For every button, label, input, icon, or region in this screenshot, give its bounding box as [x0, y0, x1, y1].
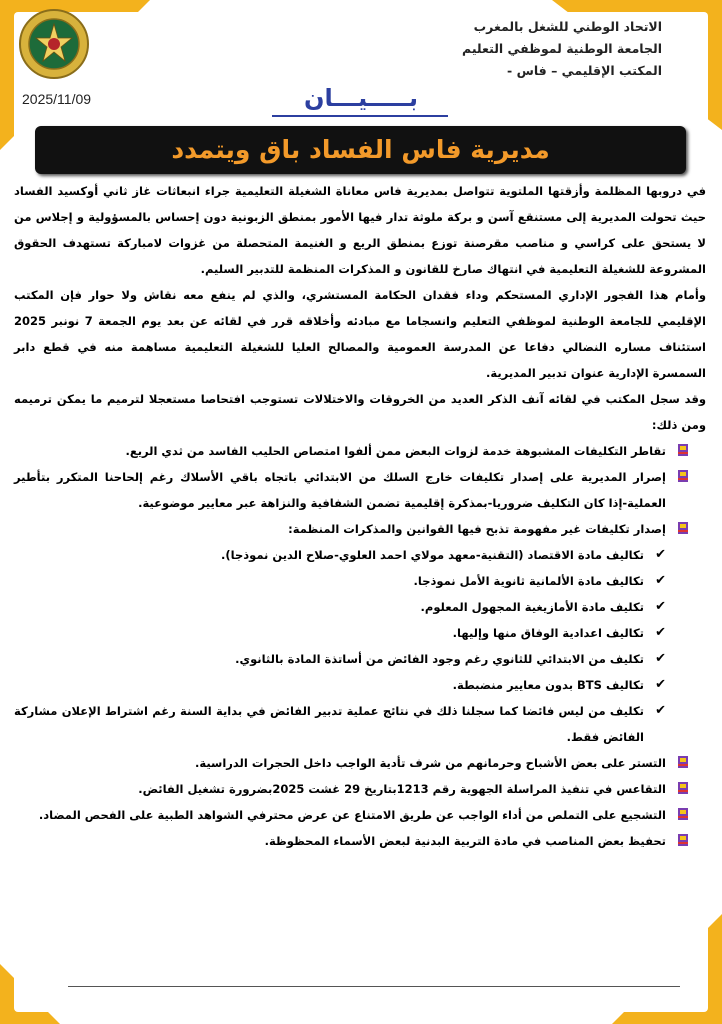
document-title: مديرية فاس الفساد باق ويتمدد	[171, 135, 550, 164]
check-mark-icon: ✔	[655, 625, 666, 640]
violations-list-a	[14, 438, 706, 542]
list-item: التقاعس في تنفيذ المراسلة الجهوية رقم 1213بتاريخ 29 غشت 2025بضرورة تشغيل الفائض.	[14, 776, 706, 802]
bottom-divider	[68, 986, 680, 987]
violations-list-b	[14, 750, 706, 854]
bookmark-bullet-icon	[676, 781, 690, 795]
statement-body	[14, 178, 706, 854]
list-item: إصرار المديرية على إصدار تكليفات خارج السلك من الابتدائي باتجاه باقي الأسلاك رغم إلحاحنا المتكرر بتأطير العملية-إذا كان التكليف ضروريا-بمذكرة إقليمية تضمن الشفافية والنزاهة عبر معايير موضوعية.	[14, 464, 706, 516]
check-mark-icon: ✔	[655, 599, 666, 614]
paragraph-findings: وقد سجل المكتب في لقائه آنف الذكر العديد من الخروقات والاختلالات تستوجب افتحاصا مستعجلا لترميم ما يمكن ترميمه ومن ذلك:	[14, 392, 706, 432]
org-line-federation: الجامعة الوطنية لموظفي التعليم	[462, 41, 662, 56]
bookmark-bullet-icon	[676, 807, 690, 821]
list-item: تحفيظ بعض المناصب في مادة التربية البدنية لبعض الأسماء المحظوظة.	[14, 828, 706, 854]
title-banner	[35, 126, 686, 174]
bookmark-bullet-icon	[676, 469, 690, 483]
document-date: 2025/11/09	[22, 91, 92, 107]
statement-heading-underline	[272, 115, 448, 117]
org-line-union: الاتحاد الوطني للشغل بالمغرب	[473, 19, 662, 34]
list-item: تقاطر التكليفات المشبوهة خدمة لزوات البعض ممن ألفوا امتصاص الحليب الفاسد من ثدي الريع.	[14, 438, 706, 464]
org-line-office: المكتب الإقليمي – فاس -	[507, 63, 662, 78]
check-mark-icon: ✔	[655, 573, 666, 588]
union-emblem-logo	[18, 8, 90, 80]
check-mark-icon: ✔	[655, 677, 666, 692]
irregular-assignments-list	[14, 542, 706, 750]
check-mark-icon: ✔	[655, 547, 666, 562]
list-item: ✔ تكاليف مادة الألمانية ثانوية الأمل نموذجا.	[14, 568, 706, 594]
paragraph-decision: وأمام هذا الفجور الإداري المستحكم وداء فقدان الحكامة المستشري، والذي لم ينفع معه نقاش ولا حوار فإن المكتب الإقليمي للجامعة الوطنية لموظفي التعليم وانسجاما مع مبادئه وأخلاقه قرر في لقائه عن بعد يوم الجمعة 7 نونبر 2025 استئناف مساره النضالي دفاعا عن المدرسة العمومية والمصالح العليا للشغيلة التعليمية مساهمة منه في قطع دابر السمسرة الإدارية عنوان تدبير المديرية.	[14, 288, 706, 380]
bookmark-bullet-icon	[676, 521, 690, 535]
list-item: التستر على بعض الأشباح وحرمانهم من شرف تأدية الواجب داخل الحجرات الدراسية.	[14, 750, 706, 776]
statement-heading: بـــــيـــان	[304, 84, 418, 112]
organization-header	[462, 16, 662, 82]
list-item: ✔ تكاليف اعدادية الوفاق منها وإليها.	[14, 620, 706, 646]
list-item: التشجيع على التملص من أداء الواجب عن طريق الامتناع عن عرض محترفي الشواهد الطبية على الفحص المضاد.	[14, 802, 706, 828]
paragraph-intro: في دروبها المظلمة وأزقتها الملتوية تتواصل بمديرية فاس معاناة الشغيلة التعليمية جراء انبعاثات غاز ثاني أوكسيد الفساد حيث تحولت المديرية إلى مستنقع آسن و بركة ملوثة تدار فيها الأمور بمنطق الزبونية دون إحساس بالمسؤولية و إجلاس من لا يستحق على كراسي و مناصب مقرصنة توزع بمنطق الريع و الغنيمة المتحصلة من غزوات لامباركة تستهدف الحقوق المشروعة للشغيلة التعليمية في انتهاك صارخ للقانون و المذكرات المنظمة للتدبير السليم.	[14, 184, 706, 276]
check-mark-icon: ✔	[655, 703, 666, 718]
list-item: ✔ تكليف مادة الأمازيغية المجهول المعلوم.	[14, 594, 706, 620]
list-item: إصدار تكليفات غير مفهومة تذبح فيها القوانين والمذكرات المنظمة:	[14, 516, 706, 542]
list-item: ✔ تكاليف BTS بدون معايير منضبطة.	[14, 672, 706, 698]
bookmark-bullet-icon	[676, 833, 690, 847]
list-item: ✔ تكليف من ليس فائضا كما سجلنا ذلك في نتائج عملية تدبير الفائض في بداية السنة رغم اشتراط الإعلان مشاركة الفائض فقط.	[14, 698, 706, 750]
bookmark-bullet-icon	[676, 443, 690, 457]
bookmark-bullet-icon	[676, 755, 690, 769]
list-item: ✔ تكليف من الابتدائي للثانوي رغم وجود الفائض من أساتذة المادة بالثانوي.	[14, 646, 706, 672]
list-item: ✔ تكاليف مادة الاقتصاد (التقنية-معهد مولاي احمد العلوي-صلاح الدين نموذجا).	[14, 542, 706, 568]
check-mark-icon: ✔	[655, 651, 666, 666]
